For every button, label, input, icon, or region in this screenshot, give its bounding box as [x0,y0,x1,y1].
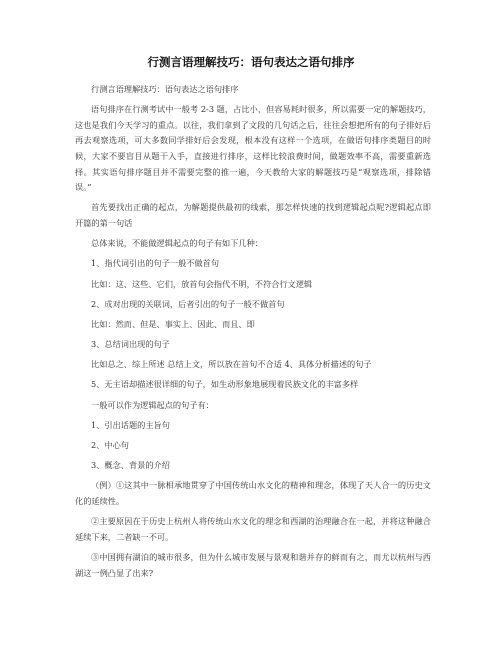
list-item-pronoun: 1、指代词引出的句子一般不做首句 [91,258,220,269]
list-item-conjunction: 2、成对出现的关联词，后者引出的句子一般不做首句 [91,298,285,309]
list-item-no-subject: 5、无主语却描述很详细的句子，如生动形象地展现着民族文化的丰富多样 [91,379,359,390]
paragraph-starting-point: 首先要找出正确的起点，为解题提供最初的线索，那怎样快速的找到逻辑起点呢?逻辑起点即开篇的第一句话 [75,202,431,228]
paragraph-subtitle: 行测言语理解技巧：语句表达之语句排序 [91,84,239,94]
paragraph-intro: 语句排序在行测考试中一般考 2-3 题，占比小，但容易耗时很多，所以需要一定的解题技巧，这也是我们今天学习的重点。以往，我们拿到了文段的几句话之后，往往会想把所有的句子排好后再去观察选项，可大多数同学排好后会发现，根本没有这样一个选项，在做语句排序类题目的时候，大家不要盲目从题干入手，直接进行排序，这样比较浪费时间，做题效率不高，需要重新选择。其实语句排序题目并不需要完整的推一遍，今天教给大家的解题技巧是“观察选项，排除错误。” [75,104,431,193]
list-item-summary: 3、总结词出现的句子 [91,339,170,350]
document-body [75,82,431,586]
paragraph-not-start-heading: 总体来说，不能做逻辑起点的句子有如下几种： [91,238,263,249]
document-title: 行测言语理解技巧：语句表达之语句排序 [147,55,355,69]
list-item-summary-example: 比如总之、综上所述 总结上文，所以放在首句不合适 4、具体分析描述的句子 [91,359,372,370]
list-item-conjunction-example: 比如：然而、但是、事实上、因此、而且、即 [91,318,255,329]
example-sentence-1: （例）①这其中一脉相承地贯穿了中国传统山水文化的精神和理念，体现了天人合一的历史文化的延续性。 [75,480,431,506]
example-sentence-2: ②主要原因在于历史上杭州人将传统山水文化的理念和西湖的治理融合在一起，并将这种融合延续下来，二者缺一不可。 [75,516,431,542]
list-item-background: 3、概念、背景的介绍 [91,460,170,471]
paragraph-can-start-heading: 一般可以作为逻辑起点的句子有： [91,399,214,410]
list-item-central-sentence: 2、中心句 [91,440,129,450]
example-sentence-3: ③中国拥有湖泊的城市很多，但为什么城市发展与景观和谐并存的鲜而有之，而尤以杭州与西湖这一例凸显了出来? [75,551,431,578]
list-item-pronoun-example: 比如：这、这些、它们，放首句会指代不明，不符合行文逻辑 [91,278,313,289]
list-item-topic-sentence: 1、引出话题的主旨句 [91,419,170,430]
